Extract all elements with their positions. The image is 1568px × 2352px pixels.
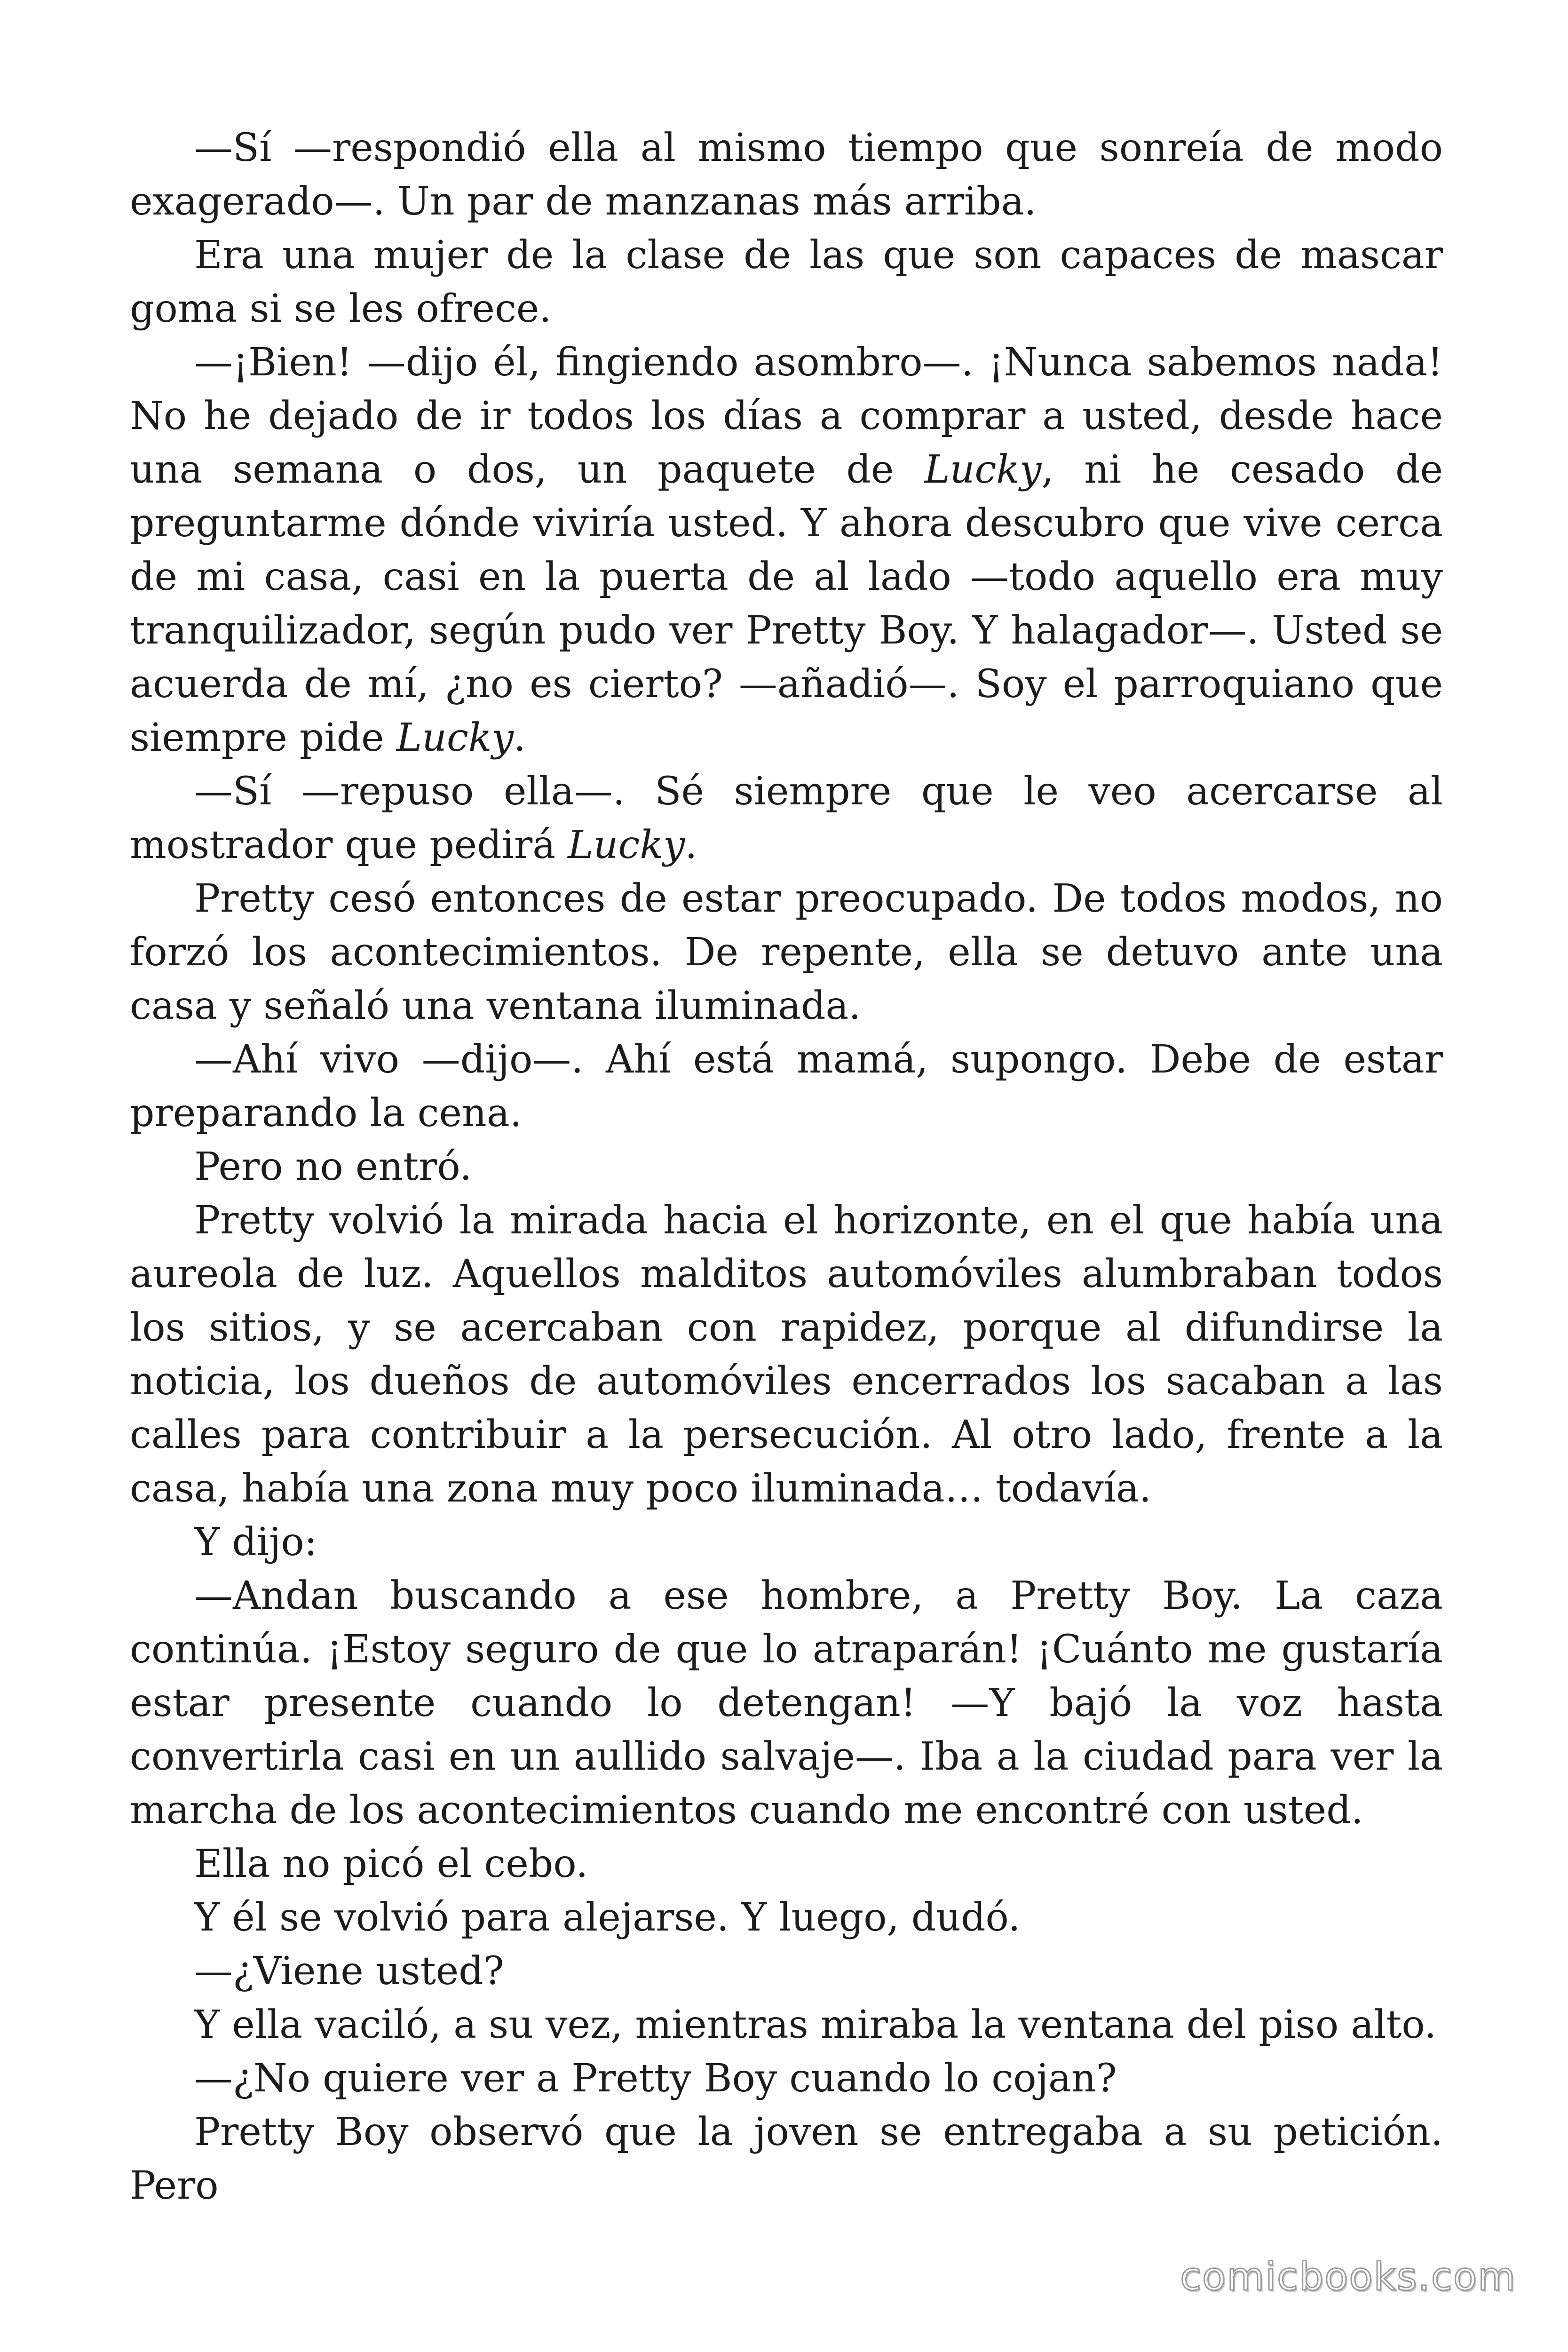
page-text — [130, 121, 1443, 2213]
paragraph-8: Pretty volvió la mirada hacia el horizonte, en el que había una aureola de luz. Aquellos malditos automóviles alumbraban todos los sitios, y se acercaban con rapidez, porque al difundirse la noticia, los dueños de automóviles encerrados los sacaban a las calles para contribuir a la persecución. Al otro lado, frente a la casa, había una zona muy poco iluminada… todavía. — [130, 1198, 1443, 1511]
italic-brand: Lucky — [924, 447, 1042, 492]
italic-brand: Lucky — [568, 823, 685, 867]
italic-brand: Lucky — [396, 715, 514, 760]
paragraph-9: Y dijo: — [194, 1520, 317, 1565]
paragraph-7: Pero no entró. — [194, 1144, 472, 1189]
paragraph-15: —¿No quiere ver a Pretty Boy cuando lo cojan? — [194, 2056, 1117, 2101]
paragraph-10: —Andan buscando a ese hombre, a Pretty Boy. La caza continúa. ¡Estoy seguro de que lo atraparán! ¡Cuánto me gustaría estar presente cuando lo detengan! —Y bajó la voz hasta convertirla casi en un aullido salvaje—. Iba a la ciudad para ver la marcha de los acontecimientos cuando me encontré con usted. — [130, 1573, 1443, 1833]
paragraph-1: —Sí —respondió ella al mismo tiempo que sonreía de modo exagerado—. Un par de manzanas más arriba. — [130, 126, 1443, 224]
paragraph-14: Y ella vaciló, a su vez, mientras miraba la ventana del piso alto. — [194, 2002, 1437, 2047]
paragraph-6: —Ahí vivo —dijo—. Ahí está mamá, supongo. Debe de estar preparando la cena. — [130, 1037, 1443, 1136]
paragraph-13: —¿Viene usted? — [194, 1949, 504, 1994]
paragraph-11: Ella no picó el cebo. — [194, 1842, 588, 1886]
paragraph-5: Pretty cesó entonces de estar preocupado. De todos modos, no forzó los acontecimientos. De repente, ella se detuvo ante una casa y señaló una ventana iluminada. — [130, 876, 1443, 1028]
paragraph-2: Era una mujer de la clase de las que son capaces de mascar goma si se les ofrece. — [130, 233, 1443, 331]
paragraph-12: Y él se volvió para alejarse. Y luego, dudó. — [194, 1895, 1021, 1940]
paragraph-16: Pretty Boy observó que la joven se entregaba a su petición. Pero — [130, 2110, 1443, 2208]
watermark: comicbooks.com — [1180, 2255, 1516, 2299]
paragraph-3: —¡Bien! —dijo él, fingiendo asombro—. ¡Nunca sabemos nada! No he dejado de ir todos los días a comprar a usted, desde hace una semana o dos, un paquete de Lucky, ni he cesado de preguntarme dónde viviría usted. Y ahora descubro que vive cerca de mi casa, casi en la puerta de al lado —todo aquello era muy tranquilizador, según pudo ver Pretty Boy. Y halagador—. Usted se acuerda de mí, ¿no es cierto? —añadió—. Soy el parroquiano que siempre pide Lucky. — [130, 340, 1443, 760]
paragraph-4: —Sí —repuso ella—. Sé siempre que le veo acercarse al mostrador que pedirá Lucky. — [130, 769, 1443, 867]
